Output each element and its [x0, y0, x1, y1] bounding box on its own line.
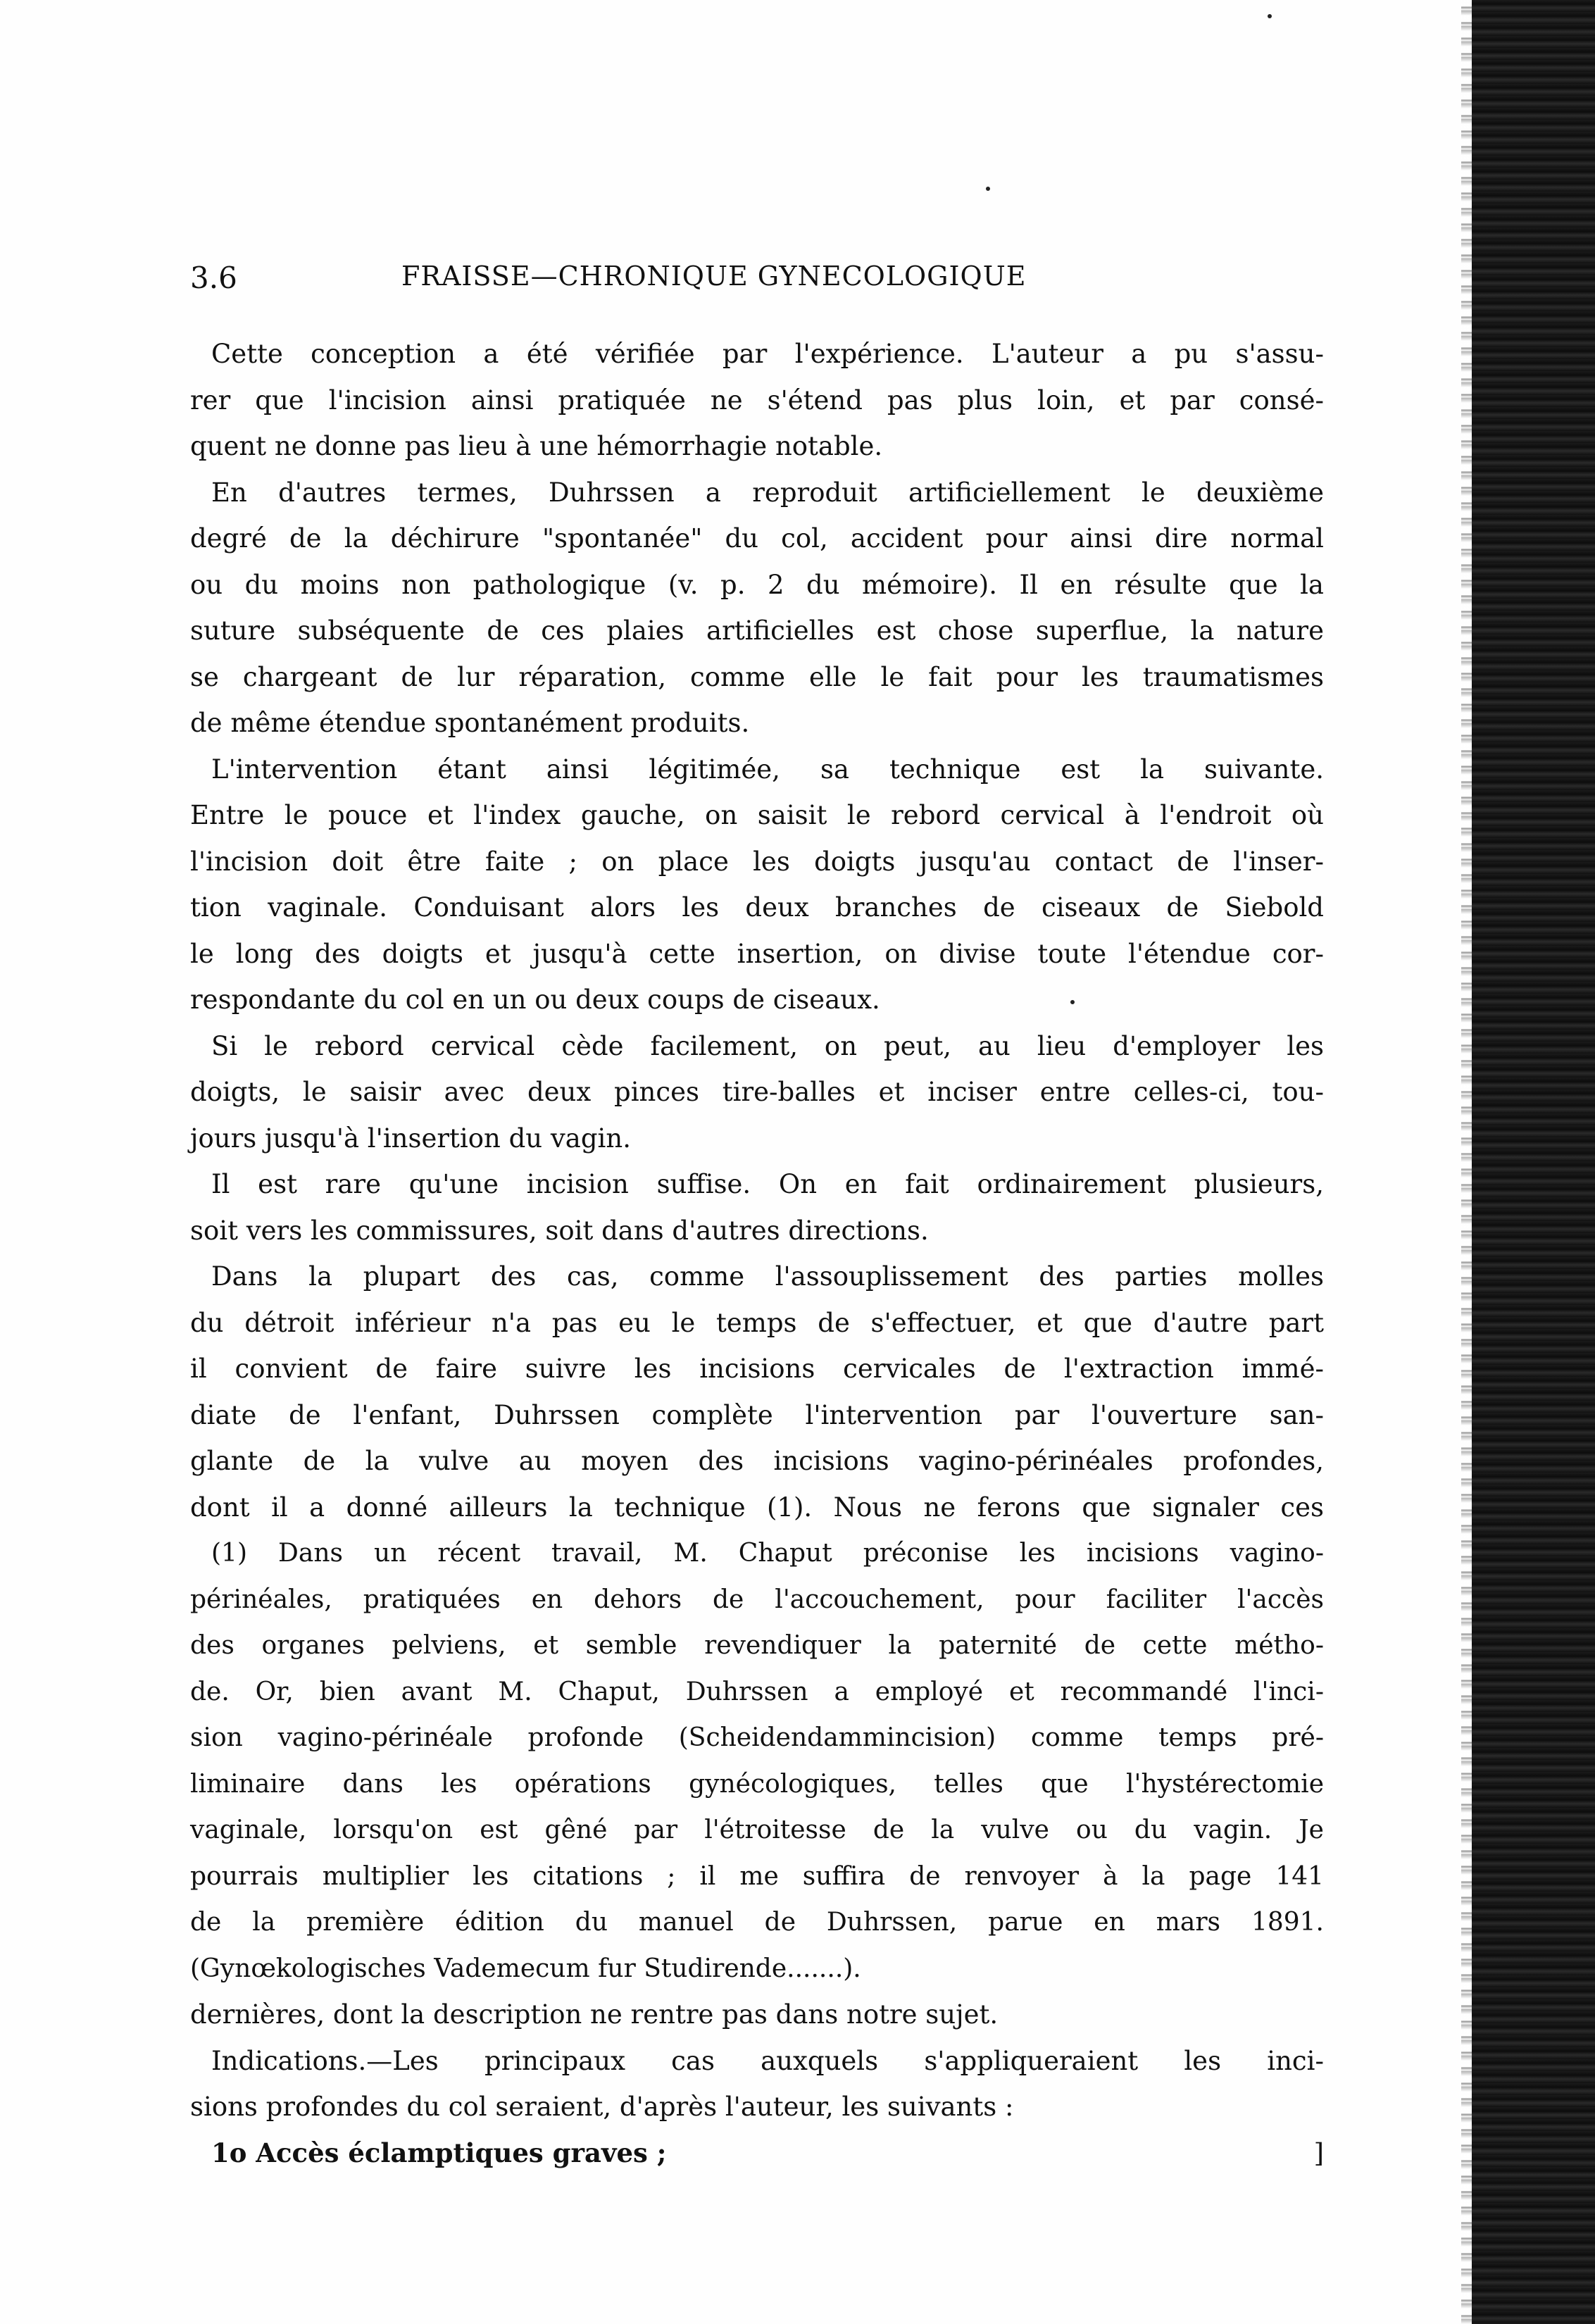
- text-line: rer que l'incision ainsi pratiquée ne s'étend pas plus loin, et par consé-: [190, 385, 1324, 416]
- text-line: quent ne donne pas lieu à une hémorrhagie notable.: [190, 431, 883, 461]
- page-body: [190, 331, 1324, 2176]
- text-line: Si le rebord cervical cède facilement, on peut, au lieu d'employer les: [211, 1030, 1324, 1061]
- text-line: l'incision doit être faite ; on place les doigts jusqu'au contact de l'inser-: [190, 846, 1324, 877]
- text-line: Indications.—Les principaux cas auxquels s'appliqueraient les inci-: [211, 2045, 1324, 2076]
- indication-list-item: [190, 2130, 1324, 2177]
- footnote-line: de. Or, bien avant M. Chaput, Duhrssen a employé et recommandé l'inci-: [190, 1677, 1324, 1706]
- text-line: glante de la vulve au moyen des incisions vagino-périnéales profondes,: [190, 1446, 1324, 1476]
- footnote-line: liminaire dans les opérations gynécologiques, telles que l'hystérectomie: [190, 1769, 1324, 1799]
- scan-speck: [986, 187, 990, 191]
- text-line: soit vers les commissures, soit dans d'autres directions.: [190, 1215, 929, 1246]
- main-text-continued: [190, 1992, 1324, 2130]
- footnote-line: pourrais multiplier les citations ; il me suffira de renvoyer à la page 141: [190, 1861, 1324, 1891]
- text-line: il convient de faire suivre les incisions cervicales de l'extraction immé-: [190, 1354, 1324, 1384]
- running-title: FRAISSE—CHRONIQUE GYNECOLOGIQUE: [401, 261, 1027, 292]
- scan-speck: [1268, 14, 1272, 18]
- text-line: se chargeant de lur réparation, comme elle le fait pour les traumatismes: [190, 661, 1324, 692]
- text-line: degré de la déchirure "spontanée" du col, accident pour ainsi dire normal: [190, 523, 1324, 554]
- text-line: diate de l'enfant, Duhrssen complète l'intervention par l'ouverture san-: [190, 1399, 1324, 1430]
- footnote: [190, 1530, 1324, 1992]
- text-line: de même étendue spontanément produits.: [190, 708, 750, 738]
- footnote-line: sion vagino-périnéale profonde (Scheidendammincision) comme temps pré-: [190, 1723, 1324, 1752]
- text-line: L'intervention étant ainsi légitimée, sa technique est la suivante.: [211, 754, 1324, 785]
- binding-edge: [1472, 0, 1595, 2324]
- margin-bracket: ]: [1313, 2137, 1324, 2168]
- text-line: doigts, le saisir avec deux pinces tire-balles et inciser entre celles-ci, tou-: [190, 1077, 1324, 1107]
- text-line: jours jusqu'à l'insertion du vagin.: [190, 1123, 631, 1154]
- text-line: tion vaginale. Conduisant alors les deux branches de ciseaux de Siebold: [190, 892, 1324, 923]
- page-header: [190, 254, 1324, 303]
- indication-item-text: 1o Accès éclamptiques graves ;: [211, 2137, 667, 2168]
- footnote-line: des organes pelviens, et semble revendiquer la paternité de cette métho-: [190, 1631, 1324, 1660]
- text-line: du détroit inférieur n'a pas eu le temps de s'effectuer, et que d'autre part: [190, 1307, 1324, 1338]
- footnote-line: (1) Dans un récent travail, M. Chaput préconise les incisions vagino-: [211, 1539, 1324, 1568]
- text-line: respondante du col en un ou deux coups de ciseaux.: [190, 985, 880, 1015]
- footnote-line: de la première édition du manuel de Duhrssen, parue en mars 1891.: [190, 1908, 1324, 1937]
- footnote-line: (Gynœkologisches Vademecum fur Studirende.......).: [190, 1954, 861, 1983]
- text-line: le long des doigts et jusqu'à cette insertion, on divise toute l'étendue cor-: [190, 938, 1324, 969]
- text-line: Dans la plupart des cas, comme l'assouplissement des parties molles: [211, 1261, 1324, 1292]
- text-line: Cette conception a été vérifiée par l'expérience. L'auteur a pu s'assu-: [211, 339, 1324, 369]
- main-text: [190, 331, 1324, 1530]
- text-line: dont il a donné ailleurs la technique (1). Nous ne ferons que signaler ces: [190, 1492, 1324, 1523]
- text-line: Il est rare qu'une incision suffise. On en fait ordinairement plusieurs,: [211, 1169, 1324, 1199]
- footnote-line: vaginale, lorsqu'on est gêné par l'étroitesse de la vulve ou du vagin. Je: [190, 1816, 1324, 1844]
- footnote-line: périnéales, pratiquées en dehors de l'accouchement, pour faciliter l'accès: [190, 1585, 1324, 1614]
- text-line: ou du moins non pathologique (v. p. 2 du mémoire). Il en résulte que la: [190, 569, 1324, 600]
- text-line: Entre le pouce et l'index gauche, on saisit le rebord cervical à l'endroit où: [190, 800, 1324, 830]
- text-line: sions profondes du col seraient, d'après l'auteur, les suivants :: [190, 2092, 1014, 2122]
- text-line: dernières, dont la description ne rentre pas dans notre sujet.: [190, 1999, 999, 2030]
- text-line: suture subséquente de ces plaies artificielles est chose superflue, la nature: [190, 616, 1324, 646]
- page-number: 3.6: [190, 261, 237, 295]
- text-line: En d'autres termes, Duhrssen a reproduit artificiellement le deuxième: [211, 477, 1324, 508]
